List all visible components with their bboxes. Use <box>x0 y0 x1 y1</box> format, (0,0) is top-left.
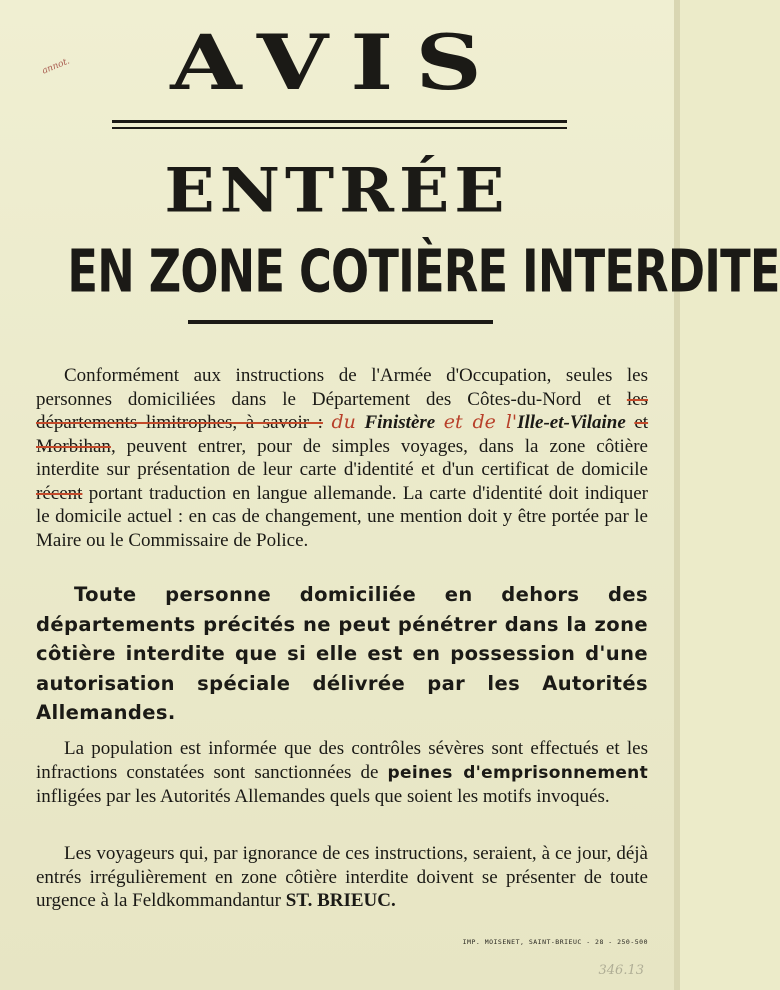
p1-text-b: , peuvent entrer, pour de simples voyages, dans la zone côtière interdite sur présentation de leur carte d'identité et d'un certificat de domicile <box>36 435 648 480</box>
printer-imprint: IMP. MOISENET, SAINT-BRIEUC - 28 - 250-500 <box>462 938 648 946</box>
poster-subtitle: ENTRÉE <box>164 154 510 227</box>
p3-text-b: infligées par les Autorités Allemandes quels que soient les motifs invoqués. <box>36 786 610 807</box>
paragraph-4 <box>36 842 648 913</box>
p1-handwritten-b: et de l' <box>443 411 518 433</box>
p4-place: ST. BRIEUC. <box>285 890 396 911</box>
title-rule-thick <box>112 120 567 123</box>
p1-text-a: Conformément aux instructions de l'Armée d'Occupation, seules les personnes domiciliées dans le Département des Côtes-du-Nord et <box>36 365 648 410</box>
p1-place-finistere: Finistère <box>364 412 436 433</box>
p1-struck-text-a: les départements limitrophes, à savoir : <box>36 388 648 433</box>
p1-handwritten-a: du <box>331 411 356 433</box>
p4-text: Les voyageurs qui, par ignorance de ces instructions, seraient, à ce jour, déjà entrés irrégulièrement en zone côtière interdite doivent se présenter de toute urgence à la Feldkommandantur <box>36 843 648 911</box>
handwritten-note-top-left: annot. <box>40 56 72 77</box>
p3-text-a: La population est informée que des contrôles sévères sont effectués et les infractions constatées sont sanctionnées de <box>36 738 648 783</box>
poster-subtitle-2: EN ZONE COTIÈRE INTERDITE <box>67 238 780 307</box>
p1-struck-text-b: et Morbihan <box>36 412 649 457</box>
archive-number: 346.13 <box>598 963 644 978</box>
p1-text-c: portant traduction en langue allemande. La carte d'identité doit indiquer le domicile actuel : en cas de changement, une mention doit y être portée par le Maire ou le Commissaire de Police. <box>36 482 648 551</box>
title-rule-thin <box>112 127 567 129</box>
poster-title: AVIS <box>170 18 504 108</box>
paragraph-1 <box>36 364 648 552</box>
p1-place-ille-et-vilaine: Ille-et-Vilaine <box>517 412 626 433</box>
paragraph-2: Toute personne domiciliée en dehors des départements précités ne peut pénétrer dans la zone côtière interdite que si elle est en possession d'une autorisation spéciale délivrée par les Autorités Allemandes. <box>36 583 648 724</box>
paragraph-3 <box>36 737 648 809</box>
subtitle-rule <box>188 320 493 324</box>
p1-struck-text-c: récent <box>36 482 83 504</box>
p3-bold-penalty: peines d'emprisonnement <box>387 762 648 783</box>
